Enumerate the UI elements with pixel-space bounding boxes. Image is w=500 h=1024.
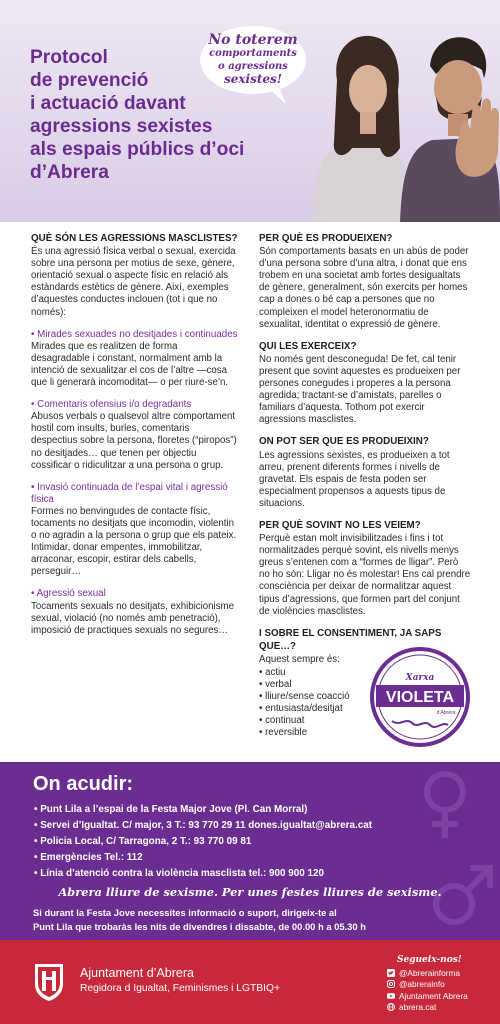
- xarxa-violeta-badge: [370, 647, 470, 747]
- section-title: On acudir:: [33, 773, 134, 795]
- subsection-text: Formes no benvingudes de contacte físic, tocaments no desitjats que incomodin, violentin o no agradin a la persona o grup que els pateix. Intimidar, donar empentes, immobilitzar, arraconar, escopir, estirar dels cabells, perseguir…: [31, 505, 237, 578]
- section-text: És una agressió física verbal o sexual, exercida sobre una persona per motius de sexe, gènere, orientació sexual o aspecte físic en relació als estàndards estètics de gènere. Així, exemples d’aquestes conductes inclouen (tot i que no només):: [31, 246, 236, 318]
- contact-item: • Punt Lila a l’espai de la Festa Major Jove (Pl. Can Morral): [34, 804, 308, 815]
- organization-department: Regidora d Igualtat, Feminismes i LGTBIQ+: [80, 983, 281, 994]
- globe-icon: [387, 1003, 395, 1011]
- list-item: • reversible: [259, 727, 308, 739]
- organization: [80, 966, 280, 994]
- punt-lila-info: [33, 906, 493, 934]
- subsection-heading: • Invasió continuada de l’espai vital i agressió física: [31, 481, 228, 505]
- list-item: • actiu: [259, 667, 286, 678]
- follow-label: Segueix-nos!: [397, 955, 462, 965]
- subsection-heading: • Agressió sexual: [31, 588, 106, 600]
- section-text: Són comportaments basats en un abús de poder d’una persona sobre d’una altra, i donat que ens trobem en una societat amb fortes desigualtats de gènere, generalment, són exercits per homes cap a dones o bé cap a persones que no compleixen el model heteronormatiu de sexualitat, identitat o expressió de gènere.: [259, 246, 469, 330]
- left-column: [31, 233, 238, 637]
- social-label: @Abrerainforma: [399, 967, 460, 978]
- list-item: • entusiasta/desitjat: [259, 703, 343, 715]
- contact-item: • Línia d’atenció contra la violència masclista tel.: 900 900 120: [34, 868, 324, 880]
- subsection-text: Tocaments sexuals no desitjats, exhibicionisme sexual, violació (no només amb penetració), imposició de practiques sexuals no segures…: [31, 600, 234, 636]
- badge-bottom-text: d’Abrera: [436, 710, 456, 716]
- bubble-line: sexistes!: [223, 72, 283, 86]
- twitter-icon: [387, 969, 395, 977]
- social-youtube[interactable]: [387, 990, 468, 1002]
- list-item: • verbal: [259, 679, 292, 691]
- info-line: Si durant la Festa Jove necessites informació o suport, dirigeix-te al: [33, 907, 337, 918]
- section-heading: QUI LES EXERCEIX?: [259, 340, 357, 352]
- subsection-text: Abusos verbals o qualsevol altre comportament hostil com insults, burles, comentaris despectius sobre la persona, floretes (“piropos”) no desitjades… que tenen per objectiu cossificar o ridiculitzar a una persona o grup.: [31, 411, 237, 471]
- social-links: [387, 955, 468, 1013]
- contact-item: • Policia Local, C/ Tarragona, 2 T.: 93 770 09 81: [34, 836, 252, 848]
- social-label: Ajuntament Abrera: [399, 990, 468, 1001]
- section-heading: I SOBRE EL CONSENTIMENT, JA SAPS: [259, 627, 442, 639]
- badge-main-text: VIOLETA: [385, 689, 455, 706]
- section-heading: ON POT SER QUE ES PRODUEIXIN?: [259, 436, 429, 448]
- list-item: • continuat: [259, 715, 305, 727]
- help-contacts-section: [0, 762, 500, 940]
- title-line: agressions sexistes: [30, 116, 213, 137]
- subsection-heading: • Mirades sexuades no desitjades i continuades: [31, 328, 238, 340]
- social-label: abrera.cat: [399, 1002, 437, 1013]
- badge-top-text: Xarxa: [405, 673, 435, 683]
- social-instagram[interactable]: [387, 979, 468, 991]
- info-line: Punt Lila que trobaràs les nits de divendres i dissabte, de 00.00 h a 05.30 h: [33, 921, 366, 932]
- social-label: @abrerainfo: [399, 979, 445, 990]
- contact-item: • Servei d’Igualtat. C/ major, 3 T.: 93 770 29 11 dones.igualtat@abrera.cat: [34, 820, 372, 832]
- title-line: d’Abrera: [30, 162, 109, 183]
- social-twitter[interactable]: [387, 967, 468, 979]
- bubble-line: o agressions: [218, 61, 288, 72]
- social-website[interactable]: [387, 1002, 468, 1014]
- title-line: i actuació davant: [30, 93, 186, 114]
- organization-name: Ajuntament d’Abrera: [80, 966, 194, 980]
- section-text: Les agressions sexistes, es produeixen a tot arreu, prenent diferents formes i nivells de gravetat. Els espais de festa poden ser especialment propensos a aquests tipus de situacions.: [259, 449, 450, 509]
- youtube-icon: [387, 992, 395, 1000]
- title-line: de prevenció: [30, 70, 149, 91]
- section-text: Aquest sempre és:: [259, 653, 340, 665]
- slogan: Abrera lliure de sexisme. Per unes festes lliures de sexisme.: [58, 885, 442, 899]
- subsection-text: Mirades que es realitzen de forma desagradable i constant, normalment amb la intenció de sexualitzar el cos de l’altre —cosa que li generarà incomoditat— o per riure-se’n.: [31, 340, 229, 389]
- section-text: Perquè estan molt invisibilitzades i fins i tot normalitzades perquè sovint, els nivells menys greus s’entenen com a “formes de lligar”. Però no ho són: Lligar no és molestar! Ens cal prendre consciència per deixar de normalitzar aquest tipus d’agressions, que formen part del conjunt de violències masclistes.: [259, 533, 471, 617]
- list-item: • lliure/sense coacció: [259, 691, 350, 703]
- bubble-line: comportaments: [209, 48, 297, 59]
- section-text: No només gent desconeguda! De fet, cal tenir present que sovint aquestes es produeixen per persones conegudes i properes a la persona agredida; tractant-se d’amistats, parelles o familiars d’aquesta. Tothom pot exercir agressions masclistes.: [259, 353, 461, 426]
- instagram-icon: [387, 980, 395, 988]
- section-heading: QUE…?: [259, 640, 297, 652]
- contact-item: • Emergències Tel.: 112: [34, 852, 143, 864]
- section-heading: PER QUÈ SOVINT NO LES VEIEM?: [259, 519, 421, 531]
- title-line: als espais públics d’oci: [30, 139, 245, 160]
- header-banner: [0, 0, 500, 222]
- contact-list: [34, 802, 494, 882]
- section-heading: PER QUÈ ES PRODUEIXEN?: [259, 233, 393, 244]
- section-heading: QUÈ SÓN LES AGRESSIONS MASCLISTES?: [31, 233, 238, 244]
- couple-photo: [292, 20, 500, 222]
- bubble-line: No toterem: [208, 32, 298, 48]
- content-columns: [0, 222, 500, 762]
- title-line: Protocol: [30, 47, 108, 68]
- footer: [0, 940, 500, 1024]
- subsection-heading: • Comentaris ofensius i/o degradants: [31, 399, 192, 411]
- abrera-shield-icon: [33, 962, 65, 1002]
